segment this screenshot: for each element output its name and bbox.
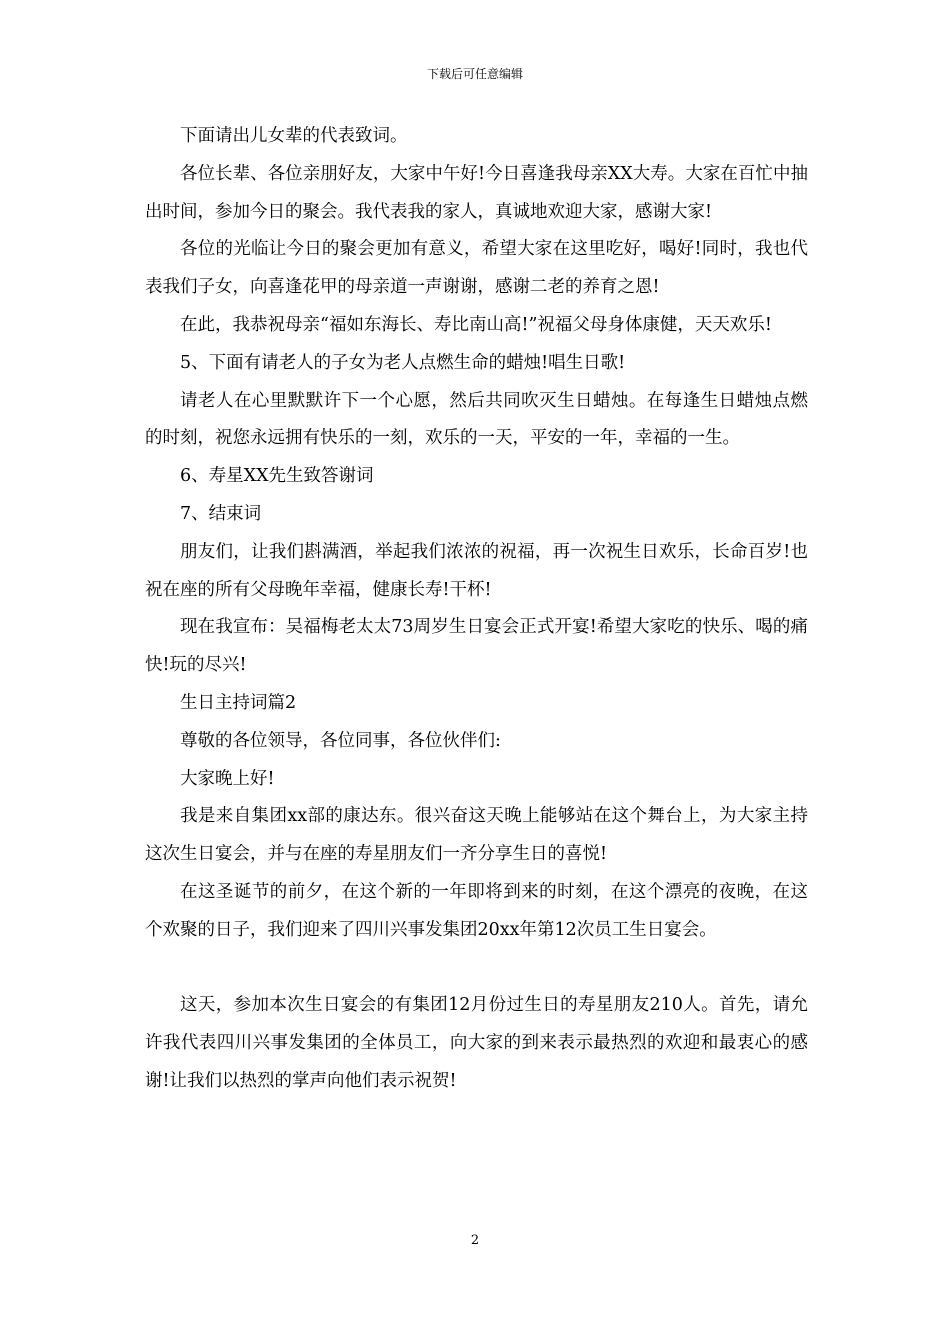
paragraph: 5、下面有请老人的子女为老人点燃生命的蜡烛!唱生日歌! (180, 352, 626, 373)
paragraph: 我是来自集团xx部的康达东。很兴奋这天晚上能够站在这个舞台上，为大家主持这次生日宴会，并与在座的寿星朋友们一齐分享生日的喜悦! (145, 806, 808, 865)
paragraph: 朋友们，让我们斟满酒，举起我们浓浓的祝福，再一次祝生日欢乐，长命百岁!也祝在座的所有父母晚年幸福，健康长寿!干杯! (145, 541, 808, 600)
paragraph: 在这圣诞节的前夕，在这个新的一年即将到来的时刻，在这个漂亮的夜晚，在这个欢聚的日子，我们迎来了四川兴事发集团20xx年第12次员工生日宴会。 (145, 881, 808, 940)
paragraph: 6、寿星XX先生致答谢词 (180, 466, 374, 487)
paragraph: 7、结束词 (180, 503, 262, 524)
page-header: 下载后可任意编辑 (426, 67, 523, 81)
paragraph: 现在我宣布：吴福梅老太太73周岁生日宴会正式开宴!希望大家吃的快乐、喝的痛快!玩的尽兴! (145, 617, 808, 676)
paragraph: 这天，参加本次生日宴会的有集团12月份过生日的寿星朋友210人。首先，请允许我代表四川兴事发集团的全体员工，向大家的到来表示最热烈的欢迎和最衷心的感谢!让我们以热烈的掌声向他们表示祝贺! (145, 995, 808, 1091)
paragraph: 各位的光临让今日的聚会更加有意义，希望大家在这里吃好，喝好!同时，我也代表我们子女，向喜逢花甲的母亲道一声谢谢，感谢二老的养育之恩! (145, 239, 808, 298)
salutation: 尊敬的各位领导，各位同事，各位伙伴们: (180, 730, 501, 751)
section-heading: 生日主持词篇2 (180, 692, 297, 713)
paragraph: 下面请出儿女辈的代表致词。 (180, 126, 408, 146)
greeting: 大家晚上好! (180, 768, 275, 789)
paragraph: 请老人在心里默默许下一个心愿，然后共同吹灭生日蜡烛。在每逢生日蜡烛点燃的时刻，祝您永远拥有快乐的一刻，欢乐的一天，平安的一年，幸福的一生。 (145, 390, 808, 449)
document-body (145, 118, 808, 1101)
page-number: 2 (470, 1233, 480, 1248)
paragraph: 在此，我恭祝母亲“福如东海长、寿比南山高!”祝福父母身体康健，天天欢乐! (180, 314, 772, 335)
paragraph: 各位长辈、各位亲朋好友，大家中午好!今日喜逢我母亲XX大寿。大家在百忙中抽出时间，参加今日的聚会。我代表我的家人，真诚地欢迎大家，感谢大家! (145, 163, 808, 222)
